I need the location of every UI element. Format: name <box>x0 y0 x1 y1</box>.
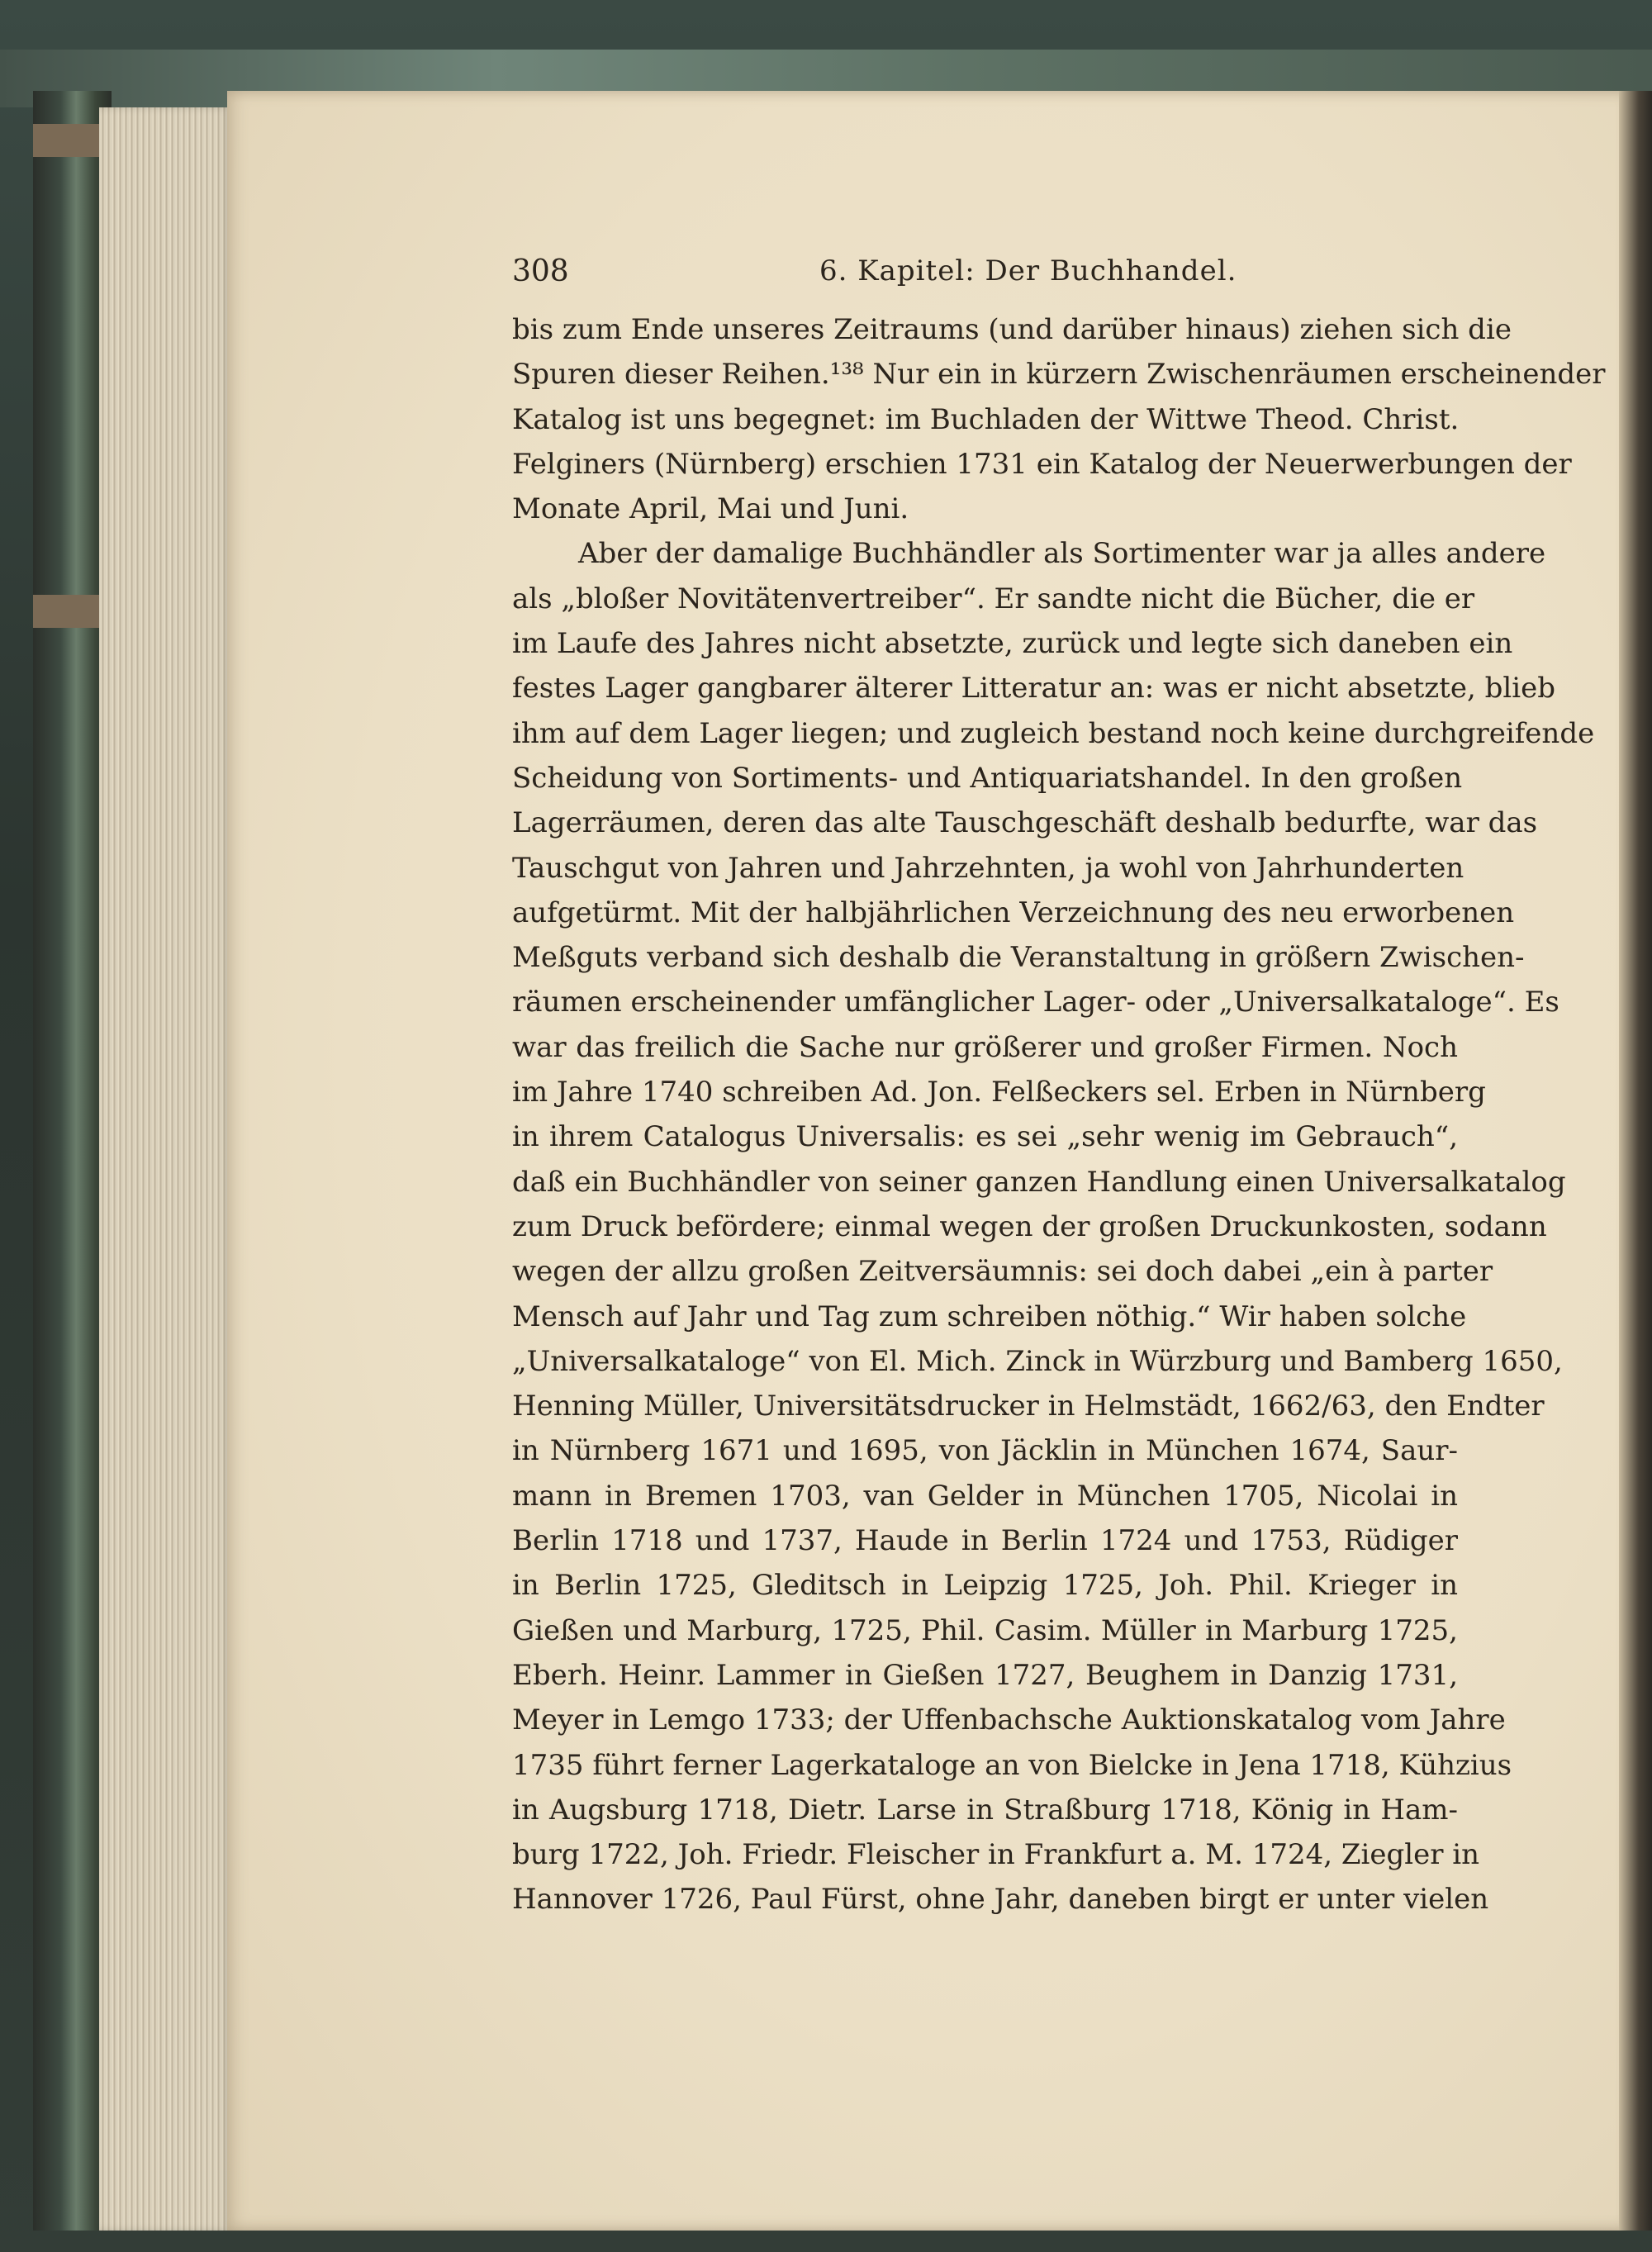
text-line: aufgetürmt. Mit der halbjährlichen Verzeichnung des neu erworbenen <box>512 896 1515 929</box>
text-line: Meyer in Lemgo 1733; der Uffenbachsche Auktionskatalog vom Jahre <box>512 1703 1506 1737</box>
text-line: im Jahre 1740 schreiben Ad. Jon. Felßeckers sel. Erben in Nürnberg <box>512 1076 1486 1109</box>
text-line: räumen erscheinender umfänglicher Lager- oder „Universalkataloge“. Es <box>512 986 1559 1019</box>
text-line: ihm auf dem Lager liegen; und zugleich bestand noch keine durchgreifende <box>512 716 1595 750</box>
text-line: mann in Bremen 1703, van Gelder in München 1705, Nicolai in <box>512 1479 1458 1513</box>
text-line: Henning Müller, Universitätsdrucker in Helmstädt, 1662/63, den Endter <box>512 1390 1545 1423</box>
text-line: im Laufe des Jahres nicht absetzte, zurück und legte sich daneben ein <box>512 627 1513 661</box>
running-head: 6. Kapitel: Der Buchhandel. <box>819 254 1237 287</box>
text-line: in ihrem Catalogus Universalis: es sei „sehr wenig im Gebrauch“, <box>512 1120 1458 1154</box>
text-line: war das freilich die Sache nur größerer und großer Firmen. Noch <box>512 1030 1458 1064</box>
text-line: „Universalkataloge“ von El. Mich. Zinck in Würzburg und Bamberg 1650, <box>512 1344 1563 1378</box>
text-line: Spuren dieser Reihen.¹³⁸ Nur ein in kürzern Zwischenräumen erscheinender <box>512 358 1606 392</box>
text-line: Mensch auf Jahr und Tag zum schreiben nöthig.“ Wir haben solche <box>512 1299 1467 1333</box>
paragraph <box>512 531 1595 1922</box>
page-gutter-shadow <box>1619 91 1652 2231</box>
text-line: Hannover 1726, Paul Fürst, ohne Jahr, daneben birgt er unter vielen <box>512 1883 1489 1917</box>
text-line: burg 1722, Joh. Friedr. Fleischer in Frankfurt a. M. 1724, Ziegler in <box>512 1838 1480 1872</box>
page-block-edges <box>99 107 231 2231</box>
text-line: Tauschgut von Jahren und Jahrzehnten, ja wohl von Jahrhunderten <box>512 851 1464 885</box>
text-line: Felginers (Nürnberg) erschien 1731 ein Katalog der Neuerwerbungen der <box>512 447 1572 481</box>
page-header <box>512 254 1470 304</box>
text-line: Aber der damalige Buchhändler als Sortimenter war ja alles andere <box>578 537 1546 571</box>
text-line: in Berlin 1725, Gleditsch in Leipzig 1725, Joh. Phil. Krieger in <box>512 1569 1458 1603</box>
text-line: zum Druck befördere; einmal wegen der großen Druckunkosten, sodann <box>512 1209 1547 1243</box>
text-line: in Nürnberg 1671 und 1695, von Jäcklin in München 1674, Saur- <box>512 1434 1458 1468</box>
text-line: Scheidung von Sortiments- und Antiquariatshandel. In den großen <box>512 761 1463 795</box>
text-line: Eberh. Heinr. Lammer in Gießen 1727, Beughem in Danzig 1731, <box>512 1658 1458 1692</box>
text-line: Gießen und Marburg, 1725, Phil. Casim. Müller in Marburg 1725, <box>512 1613 1458 1647</box>
text-line: daß ein Buchhändler von seiner ganzen Handlung einen Universalkatalog <box>512 1165 1566 1199</box>
text-line: Katalog ist uns begegnet: im Buchladen der Wittwe Theod. Christ. <box>512 402 1460 436</box>
page-number: 308 <box>512 254 569 288</box>
text-line: Berlin 1718 und 1737, Haude in Berlin 1724 und 1753, Rüdiger <box>512 1524 1458 1558</box>
text-line: 1735 führt ferner Lagerkataloge an von Bielcke in Jena 1718, Kühzius <box>512 1748 1512 1782</box>
text-line: Lagerräumen, deren das alte Tauschgeschäft deshalb bedurfte, war das <box>512 806 1538 840</box>
text-line: festes Lager gangbarer älterer Litteratur an: was er nicht absetzte, blieb <box>512 672 1555 706</box>
text-line: bis zum Ende unseres Zeitraums (und darüber hinaus) ziehen sich die <box>512 313 1512 346</box>
text-line: Meßguts verband sich deshalb die Veranstaltung in größern Zwischen- <box>512 941 1525 975</box>
text-line: wegen der allzu großen Zeitversäumnis: sei doch dabei „ein à parter <box>512 1255 1493 1289</box>
paragraph <box>512 307 1606 531</box>
text-line: in Augsburg 1718, Dietr. Larse in Straßburg 1718, König in Ham- <box>512 1793 1458 1827</box>
text-line: Monate April, Mai und Juni. <box>512 492 909 526</box>
body-text <box>512 307 1606 1922</box>
text-line: als „bloßer Novitätenvertreiber“. Er sandte nicht die Bücher, die er <box>512 582 1475 615</box>
